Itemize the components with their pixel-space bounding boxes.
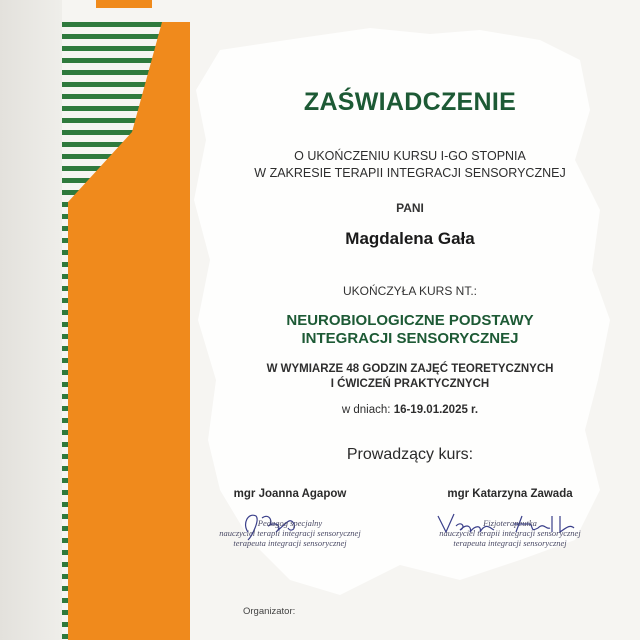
page-left-edge (0, 0, 62, 640)
decorative-stripes (62, 22, 190, 640)
subtitle-line: O UKOŃCZENIU KURSU I-GO STOPNIA (294, 149, 526, 163)
stamp-line: nauczyciel terapii integracji sensorycznej (439, 528, 581, 538)
signatory-name: mgr Katarzyna Zawada (447, 488, 573, 500)
subtitle-line: W ZAKRESIE TERAPII INTEGRACJI SENSORYCZNEJ (254, 166, 566, 180)
signature-area (190, 502, 390, 558)
stamp-line: terapeuta integracji sensorycznej (453, 538, 567, 548)
stamp-line: Pedagog specjalny (257, 518, 323, 528)
scope-line: I ĆWICZEŃ PRAKTYCZNYCH (330, 378, 490, 390)
signature-block-left (190, 488, 390, 558)
organizer-label: Organizator: (243, 606, 296, 617)
leaders-heading: Prowadzący kurs: (346, 446, 474, 463)
stamp-line: Fizjoterapeutka (483, 518, 537, 528)
stamp-line: nauczyciel terapii integracji sensorycznej (219, 528, 361, 538)
course-dates (280, 404, 540, 416)
course-title-line: NEUROBIOLOGICZNE PODSTAWY (286, 312, 534, 329)
course-title-line: INTEGRACJI SENSORYCZNEJ (301, 330, 519, 347)
signatory-stamp (410, 518, 610, 548)
signature-area (410, 502, 610, 558)
certificate-title: ZAŚWIADCZENIE (303, 88, 517, 116)
course-intro: UKOŃCZYŁA KURS NT.: (342, 284, 478, 298)
course-scope (220, 362, 600, 392)
orange-top-bar (96, 0, 152, 8)
scope-line: W WYMIARZE 48 GODZIN ZAJĘĆ TEORETYCZNYCH (266, 363, 554, 375)
stamp-line: terapeuta integracji sensorycznej (233, 538, 347, 548)
salutation: PANI (396, 201, 424, 215)
dates-label: w dniach: (341, 404, 391, 416)
signatory-name: mgr Joanna Agapow (233, 488, 347, 500)
certificate-subtitle (200, 148, 620, 182)
signatory-stamp (190, 518, 390, 548)
course-title (230, 312, 590, 348)
signature-block-right (410, 488, 610, 558)
dates-value: 16-19.01.2025 r. (393, 404, 479, 416)
recipient-name: Magdalena Gała (345, 229, 475, 248)
